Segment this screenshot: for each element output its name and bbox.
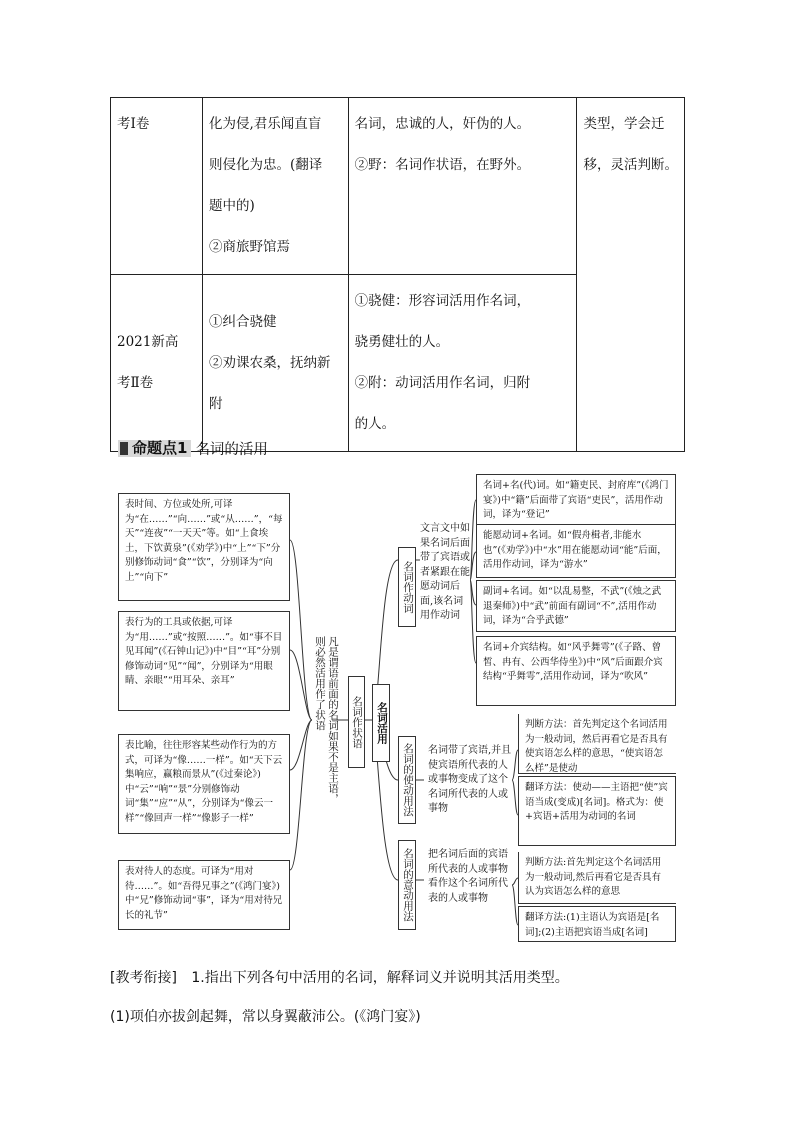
table-cell-label: 考Ⅰ卷: [111, 98, 203, 275]
putative-item: 翻译方法:(1)主语认为宾语是[名词];(2)主语把宾语当成[名词]: [518, 906, 676, 942]
branch-verb: 名词作动词: [398, 547, 416, 627]
question-prompt: [110, 967, 569, 987]
verb-item: 副词+名词。如“以乱易整，不武”(《烛之武退秦师》)中“武”前面有副词“不”,活用作动词，译为“合乎武德”: [476, 580, 676, 632]
table-cell-label: 2021新高 考Ⅱ卷: [111, 275, 203, 452]
causative-rule: 名词带了宾语,并且使宾语所代表的人或事物变成了这个名词所代表的人或事物: [428, 745, 512, 814]
verb-item: 能愿动词+名词。如“假舟楫者,非能水也”(《劝学》)中“水”用在能愿动词“能”后面，活用作动词，译为“游水”: [476, 524, 676, 578]
adverbial-item: 表时间、方位或处所,可译为“在……”“向……”或“从……”，“每天”“连夜”“一天天”等。如“上食埃土，下饮黄泉”(《劝学》)中“上”“下”分别修饰动词“食”“饮”，分别译为“向上”“向下”: [118, 493, 290, 601]
question-text: 1.指出下列各句中活用的名词，解释词义并说明其活用类型。: [191, 970, 569, 986]
table-cell-example: ①纠合骁健 ②劝课农桑，抚纳新 附: [203, 275, 349, 452]
branch-putative: 名词的意动用法: [398, 840, 416, 930]
table-cell-explain: 名词，忠诚的人，奸伪的人。 ②野：名词作状语，在野外。: [348, 98, 577, 275]
adverbial-rule: 凡是谓语前面的名词如果不是主语，则必然活用作了状语: [314, 636, 339, 804]
verb-rule: 文言文中如果名词后面带了宾语或者紧跟在能愿动词后面,该名词用作动词: [420, 523, 470, 621]
section-title: 名词的活用: [195, 442, 268, 458]
table-cell-example: 化为侵,君乐闻直盲 则侵化为忠。(翻译 题中的) ②商旅野馆焉: [203, 98, 349, 275]
branch-causative: 名词的使动用法: [398, 736, 416, 824]
putative-item: 判断方法:首先判定这个名词活用为一般动词,然后再看它是否具有认为宾语怎么样的意思: [518, 852, 676, 904]
verb-item: 名词+名(代)词。如“籍吏民、封府库”(《鸿门宴》)中“籍”后面带了宾语“吏民”，活用作动词，译为“登记”: [476, 474, 676, 524]
table-cell-explain: ①骁健：形容词活用作名词， 骁勇健壮的人。 ②附：动词活用作名词，归附 的人。: [348, 275, 577, 452]
adverbial-item: 表行为的工具或依据,可译为“用……”或“按照……”。如“事不目见耳闻”(《石钟山记》)中“目”“耳”分别修饰动词“见”“闻”，分别译为“用眼睛、亲眼”“用耳朵、亲耳”: [118, 611, 290, 711]
causative-item: 判断方法：首先判定这个名词活用为一般动词，然后再看它是否具有使宾语怎么样的意思，“使宾语怎么样”是使动: [518, 714, 676, 774]
table-cell-note: 类型，学会迁 移，灵活判断。: [577, 98, 685, 452]
adverbial-item: 表比喻，往往形容某些动作行为的方式，可译为“像……一样”。如“天下云集响应，赢粮而景从”(《过秦论》)中“云”“响”“景”分别修饰动词“集”“应”“从”，分别译为“像云一样”“像回声一样”“像影子一样”: [118, 734, 290, 834]
causative-item: 翻译方法：使动——主语把“使”宾语当成(变成)[名词]。格式为：使+宾语+活用为动词的名词: [518, 776, 676, 846]
verb-item: 名词+介宾结构。如“风乎舞雩”(《子路、曾皙、冉有、公西华侍坐》)中“风”后面跟介宾结构“乎舞雩”,活用作动词，译为“吹风”: [476, 636, 676, 706]
question-item-1: (1)项伯亦拔剑起舞，常以身翼蔽沛公。(《鸿门宴》): [110, 1009, 421, 1025]
mindmap-root: 名词活用: [372, 684, 390, 762]
putative-rule: 把名词后面的宾语所代表的人或事物看作这个名词所代表的人或事物: [428, 849, 508, 904]
question-tag: [教考衔接]: [110, 970, 177, 986]
adverbial-item: 表对待人的态度。可译为“用对待……”。如“吾得兄事之”(《鸿门宴》)中“兄”修饰动词“事”，译为“用对待兄长的礼节”: [118, 860, 290, 930]
section-tag: 命题点1: [118, 440, 191, 457]
branch-adverbial: 名词作状语: [348, 676, 365, 768]
